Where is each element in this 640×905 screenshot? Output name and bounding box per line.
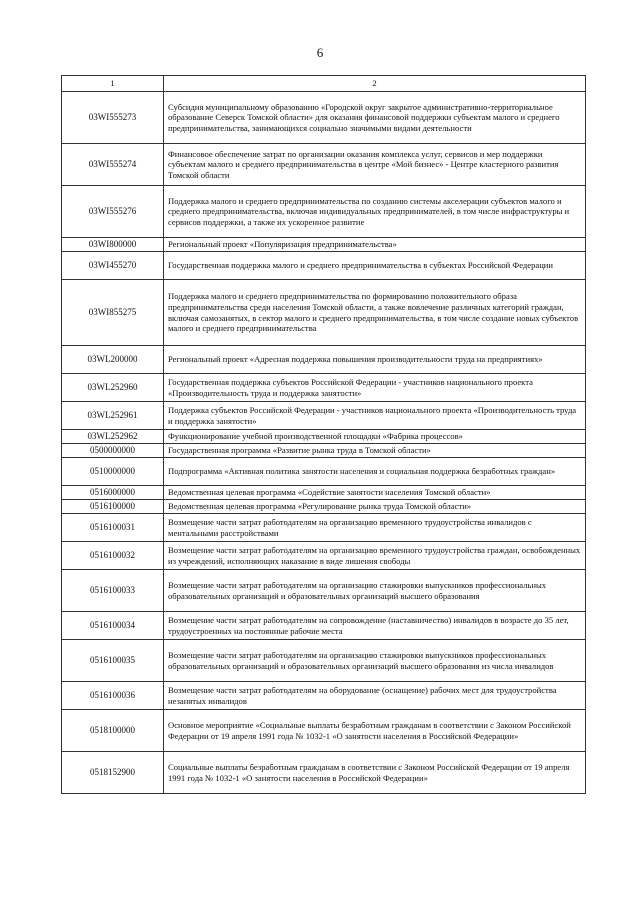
row-description: Возмещение части затрат работодателям на организацию временного трудоустройства граждан, освобожденных из учреждений, исполняющих наказание в виде лишения свободы (164, 542, 586, 570)
row-description: Возмещение части затрат работодателям на организацию стажировки выпускников профессиональных образовательных организаций и образовательных организаций высшего образования (164, 570, 586, 612)
row-code: 0516000000 (62, 486, 164, 500)
table-row (62, 514, 586, 542)
row-description: Возмещение части затрат работодателям на сопровождение (наставничество) инвалидов в возрасте до 35 лет, трудоустроенных на постоянные рабочие места (164, 612, 586, 640)
table-row (62, 458, 586, 486)
table-row (62, 346, 586, 374)
table-header-row (62, 76, 586, 92)
column-header-code: 1 (62, 76, 164, 92)
row-code: 03WI455270 (62, 252, 164, 280)
row-code: 0510000000 (62, 458, 164, 486)
table-row (62, 402, 586, 430)
row-description: Социальные выплаты безработным гражданам в соответствии с Законом Российской Федерации от 19 апреля 1991 года № 1032-1 «О занятости населения в Российской Федерации» (164, 752, 586, 794)
table-row (62, 542, 586, 570)
table-row (62, 144, 586, 186)
row-description: Основное мероприятие «Социальные выплаты безработным гражданам в соответствии с Законом Российской Федерации от 19 апреля 1991 года № 1032-1 «О занятости населения в Российской Федерации» (164, 710, 586, 752)
row-code: 03WL200000 (62, 346, 164, 374)
row-description: Ведомственная целевая программа «Регулирование рынка труда Томской области» (164, 500, 586, 514)
row-description: Возмещение части затрат работодателям на организацию стажировки выпускников профессиональных образовательных организаций и образовательных организаций высшего образования из числа инвалидов (164, 640, 586, 682)
row-code: 0516100036 (62, 682, 164, 710)
table-row (62, 186, 586, 238)
row-description: Поддержка малого и среднего предпринимательства по формированию положительного образа предпринимательства среди населения Томской области, а также вовлечение различных категорий граждан, включая самозанятых, в сектор малого и среднего предпринимательства, в том числе создание новых субъектов малого и среднего предпринимательства (164, 280, 586, 346)
page-number: 6 (316, 45, 324, 60)
row-description: Финансовое обеспечение затрат по организации оказания комплекса услуг, сервисов и мер поддержки субъектам малого и среднего предпринимательства в центре «Мой бизнес» - Центре кластерного развития Томской области (164, 144, 586, 186)
table-row (62, 430, 586, 444)
row-description: Государственная программа «Развитие рынка труда в Томской области» (164, 444, 586, 458)
table-row (62, 252, 586, 280)
document-table (61, 75, 586, 794)
row-code: 03WI555276 (62, 186, 164, 238)
row-description: Функционирование учебной производственной площадки «Фабрика процессов» (164, 430, 586, 444)
row-code: 03WI555273 (62, 92, 164, 144)
table-row (62, 238, 586, 252)
row-description: Государственная поддержка субъектов Российской Федерации - участников национального проекта «Производительность труда и поддержка занятости» (164, 374, 586, 402)
table-row (62, 280, 586, 346)
row-code: 0518100000 (62, 710, 164, 752)
table-row (62, 752, 586, 794)
row-description: Подпрограмма «Активная политика занятости населения и социальная поддержка безработных граждан» (164, 458, 586, 486)
row-code: 0518152900 (62, 752, 164, 794)
row-code: 03WI800000 (62, 238, 164, 252)
row-description: Субсидия муниципальному образованию «Городской округ закрытое административно-территориальное образование Северск Томской области» для оказания финансовой поддержки субъектам малого и среднего предпринимательства, занимающихся социально значимыми видами деятельности (164, 92, 586, 144)
row-description: Поддержка малого и среднего предпринимательства по созданию системы акселерации субъектов малого и среднего предпринимательства, включая индивидуальных предпринимателей, в том числе инфраструктуры и сервисов поддержки, а также их ускоренное развитие (164, 186, 586, 238)
row-code: 0500000000 (62, 444, 164, 458)
row-description: Региональный проект «Адресная поддержка повышения производительности труда на предприятиях» (164, 346, 586, 374)
table-row (62, 612, 586, 640)
table-row (62, 374, 586, 402)
row-code: 03WI555274 (62, 144, 164, 186)
table-row (62, 710, 586, 752)
row-description: Поддержка субъектов Российской Федерации - участников национального проекта «Производительность труда и поддержка занятости» (164, 402, 586, 430)
table-row (62, 444, 586, 458)
table-row (62, 570, 586, 612)
table-row (62, 500, 586, 514)
row-code: 0516100031 (62, 514, 164, 542)
row-code: 0516100035 (62, 640, 164, 682)
table-row (62, 682, 586, 710)
row-code: 0516100033 (62, 570, 164, 612)
row-code: 03WL252960 (62, 374, 164, 402)
row-code: 03WI855275 (62, 280, 164, 346)
column-header-description: 2 (164, 76, 586, 92)
table-row (62, 640, 586, 682)
table-row (62, 486, 586, 500)
row-code: 03WL252962 (62, 430, 164, 444)
table-row (62, 92, 586, 144)
row-description: Ведомственная целевая программа «Содействие занятости населения Томской области» (164, 486, 586, 500)
row-code: 0516100034 (62, 612, 164, 640)
row-description: Возмещение части затрат работодателям на оборудование (оснащение) рабочих мест для трудоустройства незанятых инвалидов (164, 682, 586, 710)
row-description: Региональный проект «Популяризация предпринимательства» (164, 238, 586, 252)
row-code: 0516100032 (62, 542, 164, 570)
row-code: 03WL252961 (62, 402, 164, 430)
row-description: Возмещение части затрат работодателям на организацию временного трудоустройства инвалидов с ментальными расстройствами (164, 514, 586, 542)
row-code: 0516100000 (62, 500, 164, 514)
row-description: Государственная поддержка малого и среднего предпринимательства в субъектах Российской Федерации (164, 252, 586, 280)
